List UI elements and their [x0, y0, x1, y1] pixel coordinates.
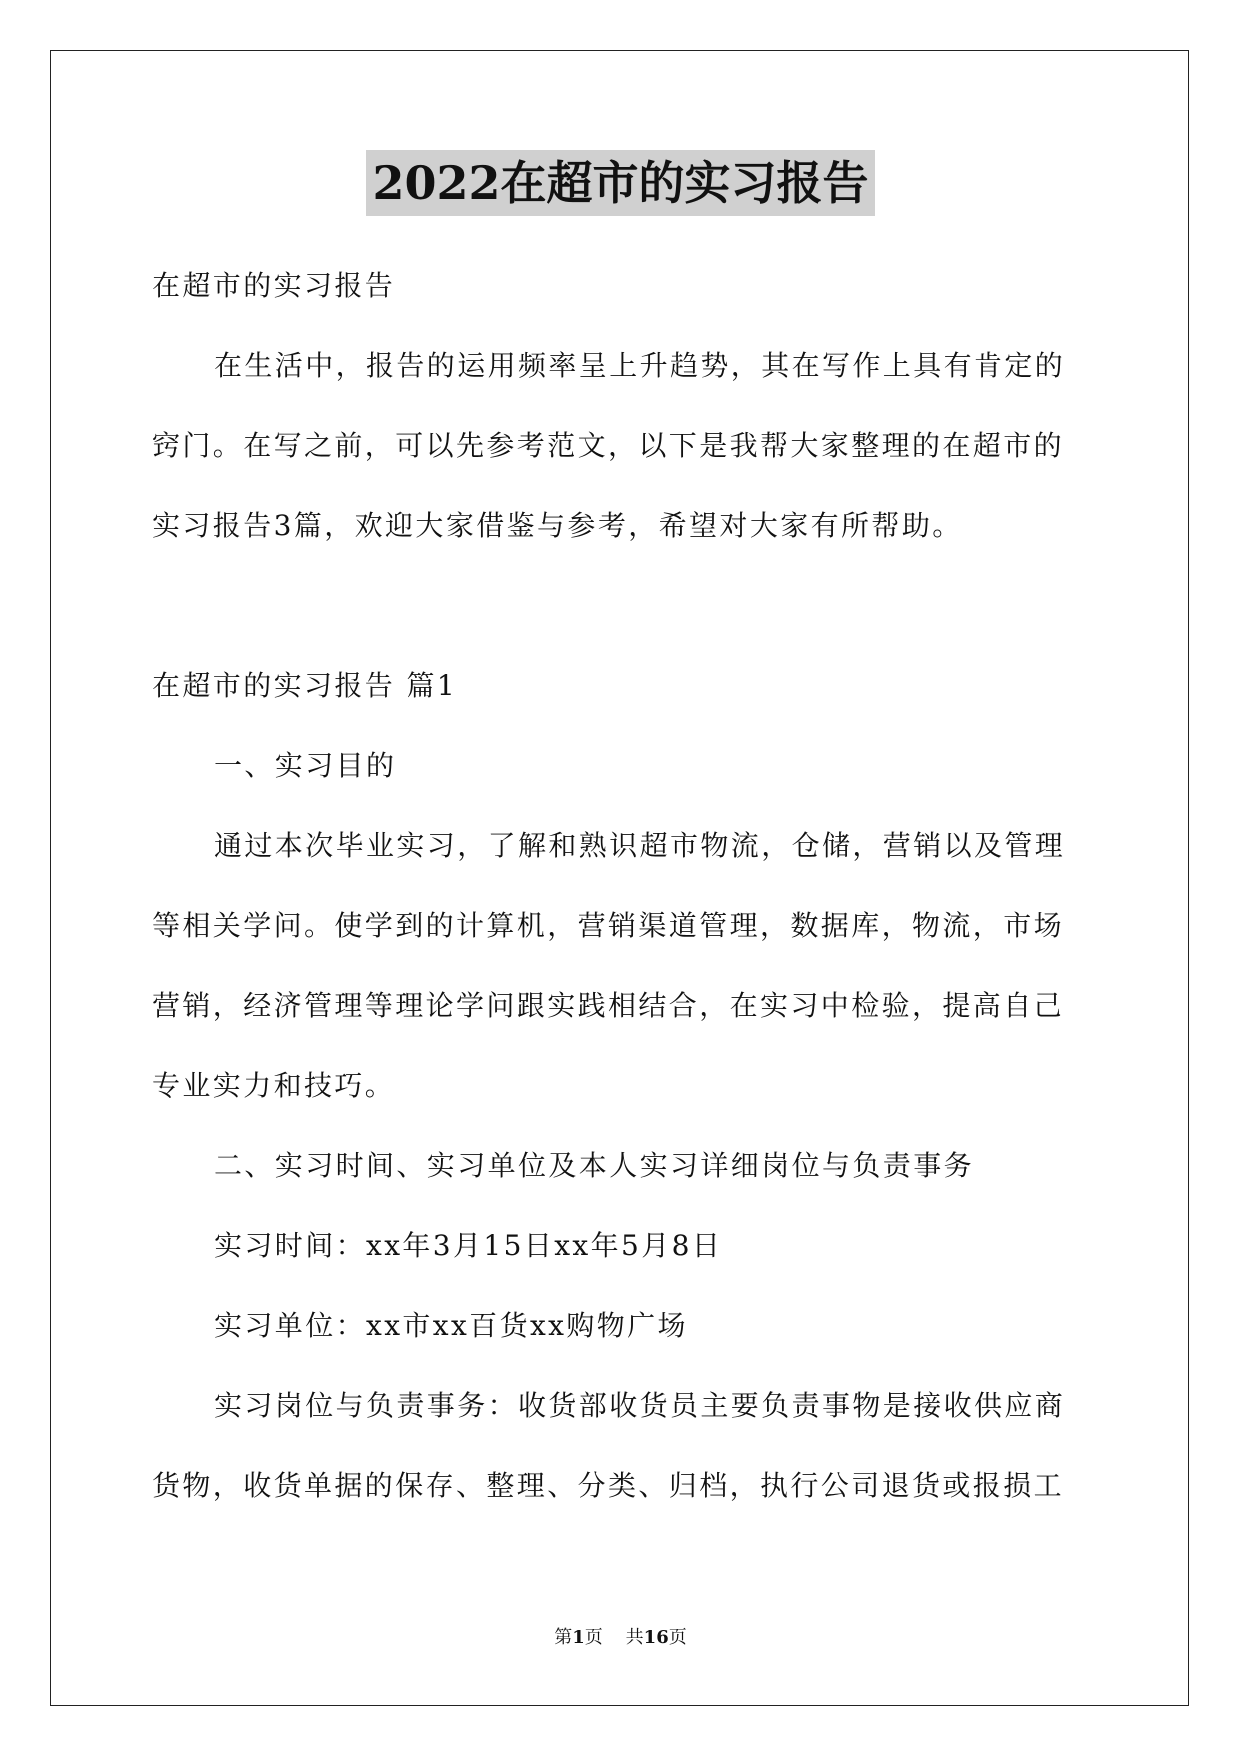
footer-page-prefix: 第 — [554, 1627, 573, 1648]
intro-line-2: 窍门。在写之前，可以先参考范文，以下是我帮大家整理的在超市的 — [152, 429, 1065, 462]
intro-line-1: 在生活中，报告的运用频率呈上升趋势，其在写作上具有肯定的 — [214, 349, 1066, 382]
internship-time: 实习时间：xx年3月15日xx年5月8日 — [214, 1229, 723, 1262]
duty-line-2: 货物，收货单据的保存、整理、分类、归档，执行公司退货或报损工 — [152, 1469, 1065, 1502]
heading-purpose: 一、实习目的 — [214, 749, 397, 782]
footer-total-suffix: 页 — [668, 1627, 687, 1648]
heading-time-unit: 二、实习时间、实习单位及本人实习详细岗位与负责事务 — [214, 1149, 975, 1182]
purpose-line-3: 营销，经济管理等理论学问跟实践相结合，在实习中检验，提高自己 — [152, 989, 1065, 1022]
purpose-line-1: 通过本次毕业实习，了解和熟识超市物流，仓储，营销以及管理 — [214, 829, 1066, 862]
footer-page-suffix: 页 — [584, 1627, 603, 1648]
footer-total-number: 16 — [643, 1627, 669, 1648]
purpose-line-4: 专业实力和技巧。 — [152, 1069, 396, 1102]
footer-page-number: 1 — [572, 1627, 585, 1648]
title-container — [0, 150, 1241, 216]
subtitle: 在超市的实习报告 — [152, 269, 396, 302]
section-heading: 在超市的实习报告 篇1 — [152, 669, 458, 702]
duty-line-1: 实习岗位与负责事务：收货部收货员主要负责事物是接收供应商 — [214, 1389, 1066, 1422]
internship-unit: 实习单位：xx市xx百货xx购物广场 — [214, 1309, 688, 1342]
purpose-line-2: 等相关学问。使学到的计算机，营销渠道管理，数据库，物流，市场 — [152, 909, 1065, 942]
footer-total-prefix: 共 — [625, 1627, 644, 1648]
document-title: 2022在超市的实习报告 — [366, 150, 874, 216]
page-footer — [0, 1626, 1241, 1650]
intro-line-3: 实习报告3篇，欢迎大家借鉴与参考，希望对大家有所帮助。 — [152, 509, 963, 542]
